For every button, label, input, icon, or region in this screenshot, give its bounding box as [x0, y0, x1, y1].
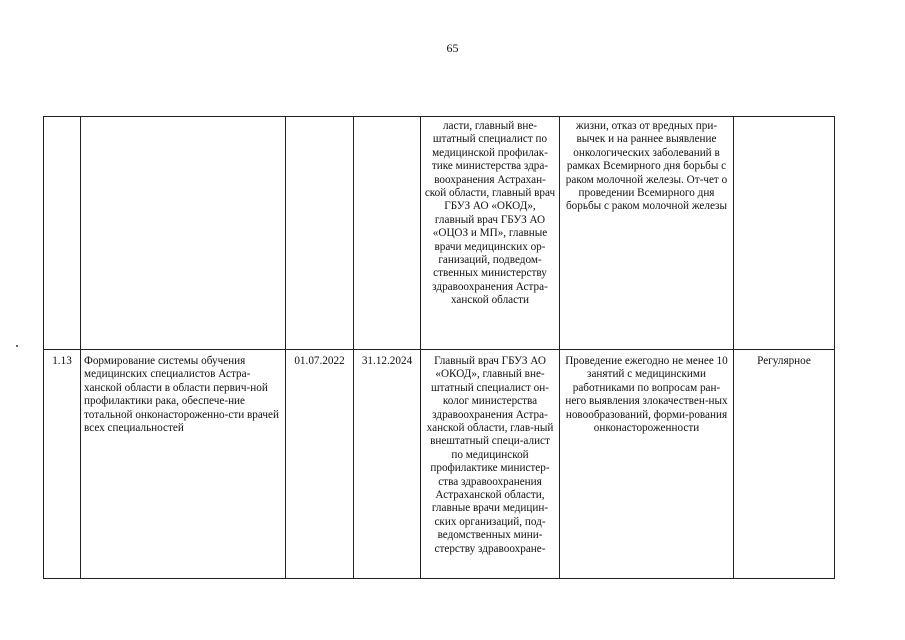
cell-end-date: [354, 117, 421, 350]
cell-result: жизни, отказ от вредных при-вычек и на раннее выявление онкологических заболеваний в рамках Всемирного дня борьбы с раком молочной железы. От-чет о проведении Всемирного дня борьбы с раком молочной железы: [560, 117, 734, 350]
cell-end-date: 31.12.2024: [354, 350, 421, 579]
cell-activity-name: [81, 117, 286, 350]
table-row: [44, 350, 835, 579]
cell-activity-name: Формирование системы обучения медицинских специалистов Астра-ханской области в области первич-ной профилактики рака, обеспече-ние тотальной онконастороженно-сти врачей всех специальностей: [81, 350, 286, 579]
cell-responsible: ласти, главный вне-штатный специалист по медицинской профилак-тике министерства здра-воохранения Астрахан-ской области, главный врач ГБУЗ АО «ОКОД», главный врач ГБУЗ АО «ОЦОЗ и МП», главные врачи медицинских ор-ганизаций, подведом-ственных министерству здравоохранения Астра-ханской области: [421, 117, 560, 350]
cell-result: Проведение ежегодно не менее 10 занятий с медицинскими работниками по вопросам ран-него выявления злокачествен-ных новообразований, форми-рования онконастороженности: [560, 350, 734, 579]
cell-start-date: [286, 117, 354, 350]
scan-dot: [16, 345, 18, 347]
cell-responsible: Главный врач ГБУЗ АО «ОКОД», главный вне-штатный специалист он-колог министерства здравоохранения Астра-ханской области, глав-ный внештатный специ-алист по медицинской профилактике министер-ства здравоохранения Астраханской области, главные врачи медицин-ских организаций, под-ведомственных мини-стерству здравоохране-: [421, 350, 560, 579]
page-number: 65: [446, 41, 459, 55]
activity-table: [43, 116, 835, 579]
cell-number: 1.13: [44, 350, 81, 579]
table-row: [44, 117, 835, 350]
cell-status: [734, 117, 835, 350]
cell-start-date: 01.07.2022: [286, 350, 354, 579]
cell-number: [44, 117, 81, 350]
cell-status: Регулярное: [734, 350, 835, 579]
